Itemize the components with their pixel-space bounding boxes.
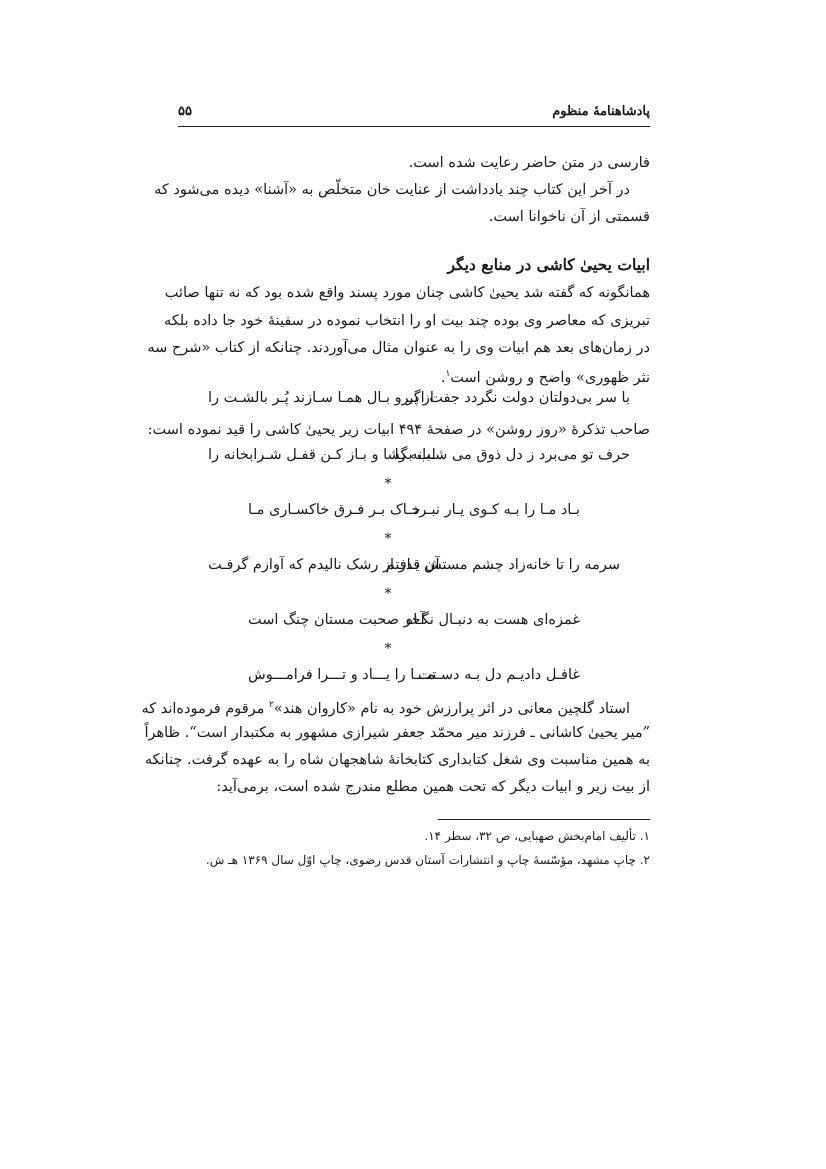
paragraph-3-line-1-end: مرقوم فرموده‌اند که — [141, 700, 270, 717]
verse-5-hemistich-right: غمزه‌ای هست به دنبـال نگـاه — [405, 612, 580, 628]
page-number: ۵۵ — [178, 104, 192, 119]
section-heading: ابیات یحییٰ کاشی در منابع دیگر — [447, 255, 650, 274]
intro-line-3: قسمتی از آن ناخوانا است. — [488, 209, 650, 225]
intro-line-2: در آخر این کتاب چند یادداشت از عنایت خان متخلّص به «آشنا» دیده می‌شود که — [154, 182, 630, 198]
verse-separator: * — [384, 586, 392, 602]
verse-separator: * — [384, 476, 392, 492]
verse-separator: * — [384, 531, 392, 547]
footnote-1: ۱. تألیف امام‌بخش صهبایی، ص ۳۲، سطر ۱۴. — [424, 829, 650, 843]
verse-1-hemistich-left: از پر و بـال همـا سـازند پُـر بالشـت را — [208, 390, 434, 406]
footnote-divider — [438, 819, 650, 820]
footnote-2: ۲. چاپ مشهد، مؤسّسهٔ چاپ و انتشارات آستان قدس رضوی، چاپ اوّل سال ۱۳۶۹ هـ ش. — [205, 853, 650, 867]
section-paragraph-line-1: همانگونه که گفته شد یحییٰ کاشی چنان مورد پسند واقع شده بود که نه تنها صائب — [164, 285, 650, 301]
page-header — [178, 100, 650, 127]
verse-3-hemistich-right: بـاد مـا را بـه کـوی یـار نبـرد — [412, 502, 580, 518]
verse-2-hemistich-right: حرف تو می‌برد ز دل ذوق می شـبانه را — [394, 447, 630, 463]
verse-1-hemistich-right: با سر بی‌دولتان دولت نگردد جفت اگـر — [401, 390, 630, 406]
footnote-ref-2: ۲ — [269, 700, 274, 710]
section-paragraph-line-4-text: نثر ظهوری» واضح و روشن است — [450, 369, 650, 386]
paragraph-3-line-3: به همین مناسبت وی شغل کتابداری کتابخانهٔ شاهجهان شاه را به عهده گرفت. چنانکه — [144, 752, 650, 768]
section-paragraph-line-4-end: . — [440, 369, 446, 386]
paragraph-3-line-4: از بیت زیر و ابیات دیگر که تحت همین مطلع مندرج شده است، برمی‌آید: — [216, 779, 650, 795]
section-paragraph-line-4 — [441, 364, 650, 388]
intro-line-1: فارسی در متن حاضر رعایت شده است. — [408, 155, 650, 171]
verse-4-hemistich-right: سرمه را تا خانه‌زاد چشم مستش یـافتم — [385, 557, 620, 573]
paragraph-2: صاحب تذکرهٔ «روز روشن» در صفحهٔ ۴۹۴ ابیات زیر یحییٰ کاشی را قید نموده است: — [147, 422, 650, 438]
verse-separator: * — [384, 641, 392, 657]
verse-2-hemistich-left: لب بگشا و بـاز کـن قفـل شـرابخانه را — [208, 447, 436, 463]
verse-5-hemistich-left: آخر صحبت مستان چنگ است — [248, 612, 425, 628]
section-paragraph-line-3: در زمان‌های بعد هم ابیات وی را به عنوان مثال می‌آوردند. چنانکه از کتاب «شرح سه — [147, 340, 650, 356]
verse-6-hemistich-right: غافـل دادیـم دل بـه دسـتت — [418, 667, 580, 683]
section-paragraph-line-2: تبریزی که معاصر وی بوده چند بیت او را انتخاب نموده در سفینهٔ خود جا داده بلکه — [163, 313, 650, 329]
verse-6-hemistich-left: مـــا را یـــاد و تـــرا فرامـــوش — [248, 667, 436, 683]
footnote-ref-1: ۱ — [445, 369, 451, 379]
verse-3-hemistich-left: خـاک بـر فـرق خاکسـاری مـا — [248, 502, 421, 518]
verse-4-hemistich-left: آن قدر از رشک نالیدم که آوازم گرفـت — [208, 557, 440, 573]
paragraph-3-line-2: ”میر یحییٰ کاشانی ـ فرزند میر محمّد جعفر شیرازی مشهور به مکتبدار است“. ظاهراً — [144, 725, 650, 741]
running-title: پادشاهنامهٔ منظوم — [552, 104, 650, 119]
paragraph-3-line-1-text: استاد گلچین معانی در اثر پرارزش خود به نام «کاروان هند» — [273, 700, 630, 717]
paragraph-3-line-1 — [141, 695, 630, 719]
